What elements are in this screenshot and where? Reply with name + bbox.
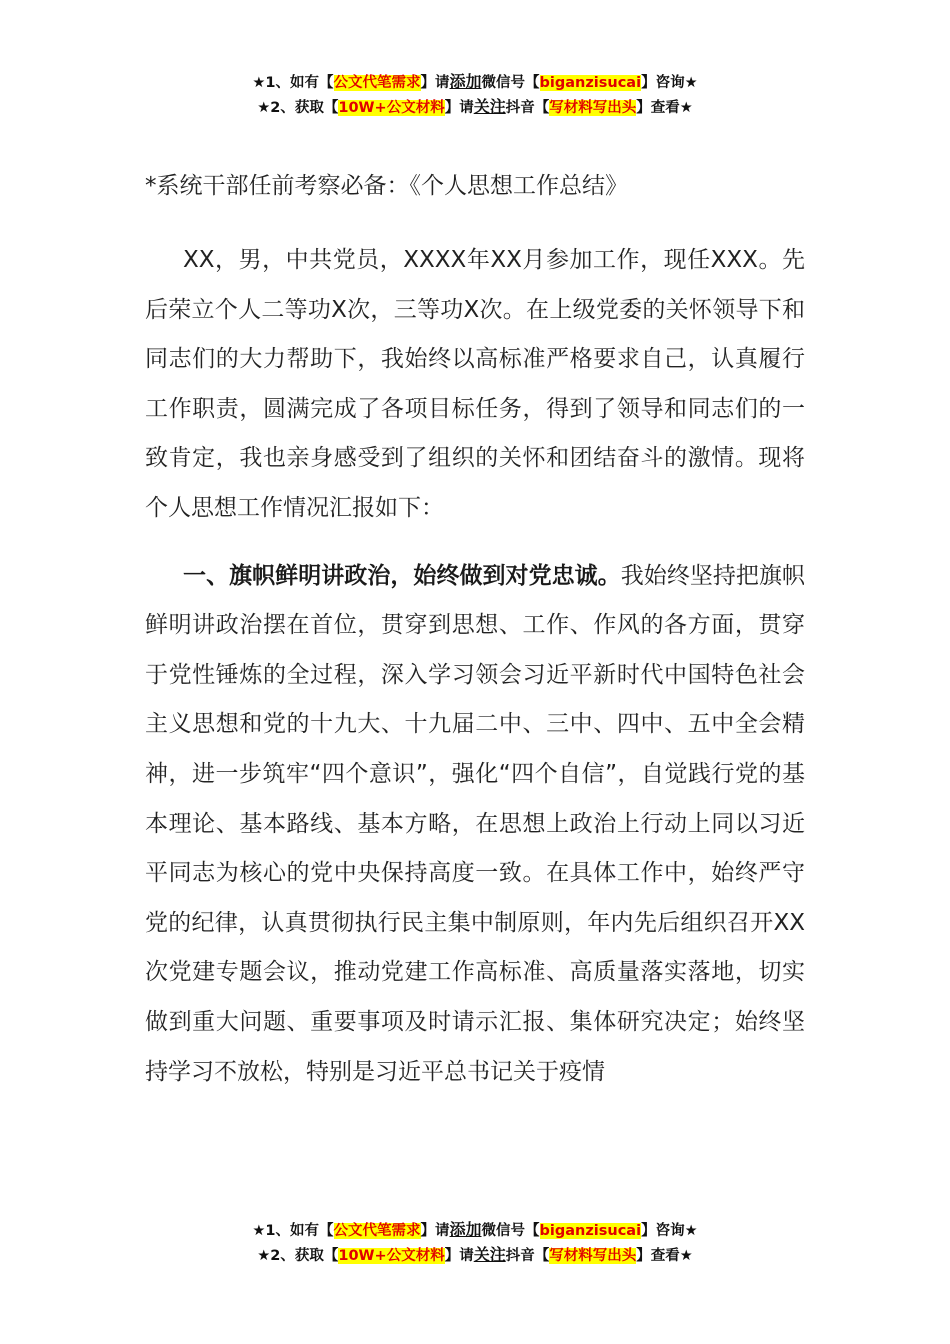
ad-text: ★1、如有【 [252,1223,334,1239]
intro-paragraph [145,236,805,534]
document-title: *系统干部任前考察必备：《个人思想工作总结》 [145,173,628,199]
ad-highlight: 10W+公文材料 [338,1248,445,1264]
ad-text: 】请 [444,100,474,116]
ad-highlight: 公文代笔需求 [333,75,421,91]
ad-text: 抖音【 [505,1248,550,1264]
ad-highlight-wechat: biganzisucai [539,1223,642,1239]
ad-text: 】请 [420,75,450,91]
section-1-heading: 一、旗帜鲜明讲政治，始终做到对党忠诚。 [183,562,621,589]
ad-highlight: 公文代笔需求 [333,1223,421,1239]
ad-text: 】请 [420,1223,450,1239]
ad-text: 】咨询★ [641,75,698,91]
footer-ad-banner [0,1218,950,1268]
ad-text: 】查看★ [636,100,693,116]
footer-ad-line-1 [0,1218,950,1243]
ad-text: 抖音【 [505,100,550,116]
ad-text: 微信号【 [481,1223,540,1239]
ad-emphasis: 添加 [449,1220,482,1239]
ad-text: 】查看★ [636,1248,693,1264]
header-ad-line-1 [0,70,950,95]
ad-text: ★2、获取【 [257,1248,339,1264]
header-ad-line-2 [0,95,950,120]
ad-highlight-douyin: 写材料写出头 [549,100,637,116]
footer-ad-line-2 [0,1243,950,1268]
ad-text: 】咨询★ [641,1223,698,1239]
header-ad-banner [0,70,950,120]
section-1-text: 我始终坚持把旗帜鲜明讲政治摆在首位，贯穿到思想、工作、作风的各方面，贯穿于党性锤炼的全过程，深入学习领会习近平新时代中国特色社会主义思想和党的十九大、十九届二中、三中、四中、五中全会精神，进一步筑牢“四个意识”，强化“四个自信”，自觉践行党的基本理论、基本路线、基本方略，在思想上政治上行动上同以习近平同志为核心的党中央保持高度一致。在具体工作中，始终严守党的纪律，认真贯彻执行民主集中制原则，年内先后组织召开XX次党建专题会议，推动党建工作高标准、高质量落实落地，切实做到重大问题、重要事项及时请示汇报、集体研究决定；始终坚持学习不放松，特别是习近平总书记关于疫情 [145,562,806,1085]
ad-emphasis: 关注 [473,97,506,116]
ad-emphasis: 添加 [449,72,482,91]
ad-text: ★2、获取【 [257,100,339,116]
document-body [145,168,805,1115]
ad-emphasis: 关注 [473,1245,506,1264]
ad-text: 微信号【 [481,75,540,91]
ad-highlight-wechat: biganzisucai [539,75,642,91]
intro-text: XX，男，中共党员，XXXX年XX月参加工作，现任XXX。先后荣立个人二等功X次，三等功X次。在上级党委的关怀领导下和同志们的大力帮助下，我始终以高标准严格要求自己，认真履行工作职责，圆满完成了各项目标任务，得到了领导和同志们的一致肯定，我也亲身感受到了组织的关怀和团结奋斗的激情。现将个人思想工作情况汇报如下： [145,247,805,521]
ad-highlight-douyin: 写材料写出头 [549,1248,637,1264]
ad-text: ★1、如有【 [252,75,334,91]
section-1-paragraph [145,552,805,1098]
ad-text: 】请 [444,1248,474,1264]
ad-highlight: 10W+公文材料 [338,100,445,116]
